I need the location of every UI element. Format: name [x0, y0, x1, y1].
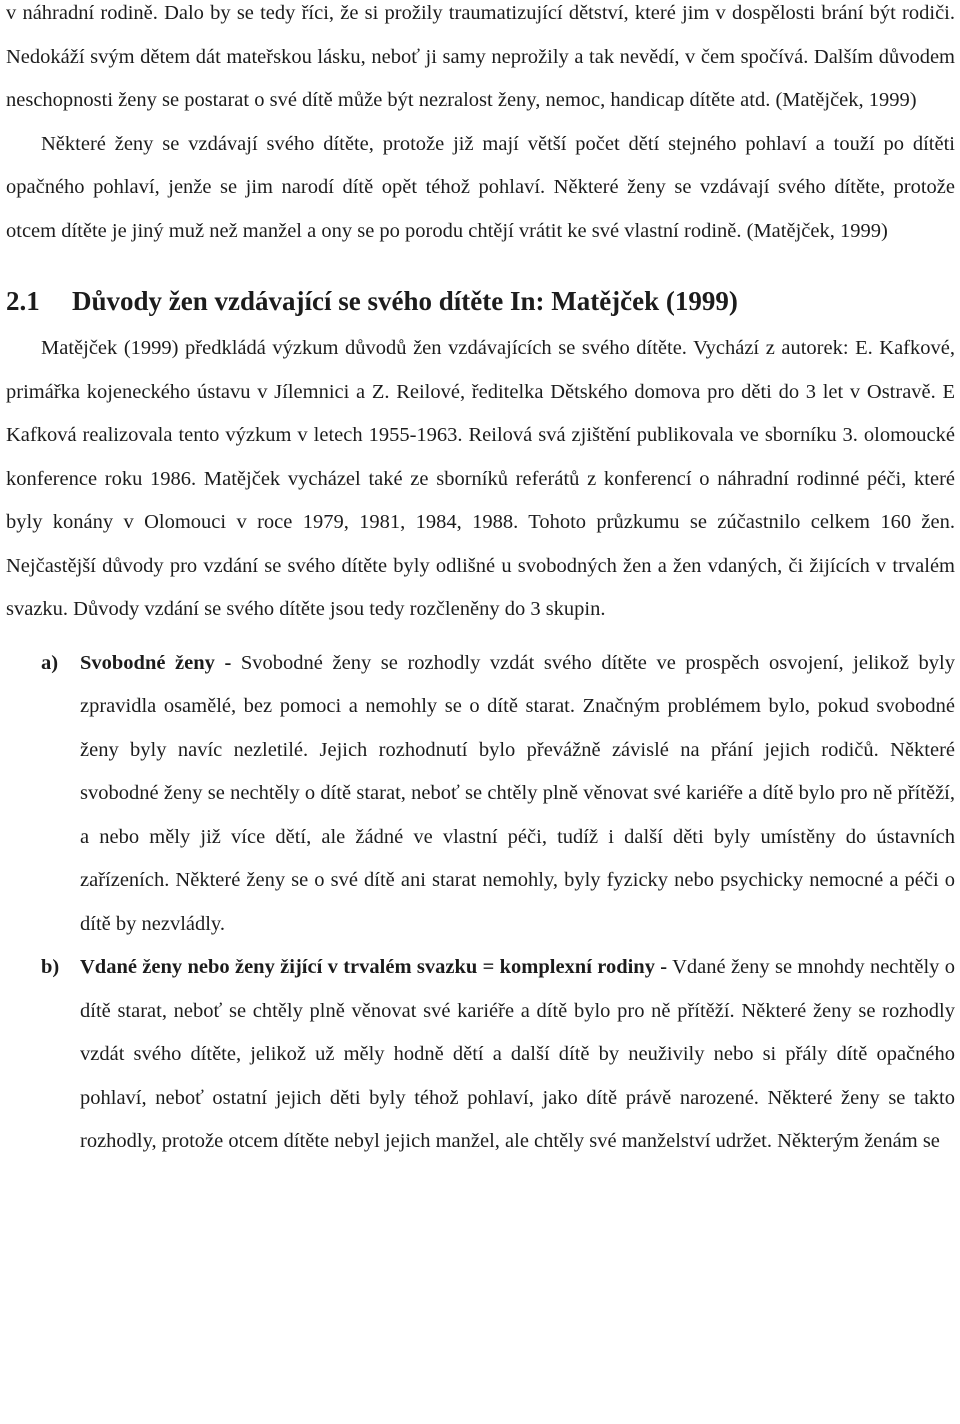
list-item	[6, 642, 955, 947]
paragraph-2: Některé ženy se vzdávají svého dítěte, protože již mají větší počet dětí stejného pohlaví a touží po dítěti opačného pohlaví, jenže se jim narodí dítě opět téhož pohlaví. Některé ženy se vzdávají svého dítěte, protože otcem dítěte je jiný muž než manžel a ony se po porodu chtějí vrátit ke své vlastní rodině. (Matějček, 1999)	[6, 132, 955, 242]
list-item	[6, 946, 955, 1164]
list-text: Svobodné ženy se rozhodly vzdát svého dítěte ve prospěch osvojení, jelikož byly zpravidla osamělé, bez pomoci a nemohly se o dítě starat. Značným problémem bylo, pokud svobodné ženy byly navíc nezletilé. Jejich rozhodnutí bylo převážně závislé na přání jejich rodičů. Některé svobodné ženy se nechtěly o dítě starat, neboť se chtěly plně věnovat své kariéře a dítě bylo pro ně přítěží, a nebo měly již více dětí, ale žádné ve vlastní péči, tudíž i další děti byly umístěny do ústavních zařízeních. Některé ženy se o své dítě ani starat nemohly, byly fyzicky nebo psychicky nemocné a péči o dítě by nezvládly.	[80, 651, 955, 935]
paragraph-1: v náhradní rodině. Dalo by se tedy říci, že si prožily traumatizující dětství, které jim v dospělosti brání být rodiči. Nedokáží svým dětem dát mateřskou lásku, neboť ji samy neprožily a tak nevědí, v čem spočívá. Dalším důvodem neschopnosti ženy se postarat o své dítě může být nezralost ženy, nemoc, handicap dítěte atd. (Matějček, 1999)	[6, 2, 955, 111]
list-term: Svobodné ženy -	[80, 651, 232, 674]
section-title: Důvody žen vzdávající se svého dítěte In: Matějček (1999)	[72, 286, 738, 316]
section-number: 2.1	[6, 286, 40, 316]
list-text: Vdané ženy se mnohdy nechtěly o dítě starat, neboť se chtěly plně věnovat své kariéře a dítě bylo pro ně přítěží. Některé ženy se rozhodly vzdát svého dítěte, jelikož už měly hodně dětí a další dítě by neuživily nebo si přály dítě opačného pohlaví, neboť ostatní jejich děti byly téhož pohlaví, jako dítě právě narozené. Některé ženy se takto rozhodly, protože otcem dítěte nebyl jejich manžel, ale chtěly své manželství udržet. Některým ženám se	[80, 956, 955, 1152]
list-marker: a)	[41, 651, 59, 674]
list-term: Vdané ženy nebo ženy žijící v trvalém svazku = komplexní rodiny -	[80, 956, 668, 978]
section-intro: Matějček (1999) předkládá výzkum důvodů žen vzdávajících se svého dítěte. Vychází z autorek: E. Kafkové, primářka kojeneckého ústavu v Jílemnici a Z. Reilové, ředitelka Dětského domova pro děti do 3 let v Ostravě. E Kafková realizovala tento výzkum v letech 1955-1963. Reilová svá zjištění publikovala ve sborníku 3. olomoucké konference roku 1986. Matějček vycházel také ze sborníků referátů z konferencí o náhradní rodinné péči, které byly konány v Olomouci v roce 1979, 1981, 1984, 1988. Tohoto průzkumu se zúčastnilo celkem 160 žen. Nejčastější důvody pro vzdání se svého dítěte byly odlišné u svobodných žen a žen vdaných, či žijících v trvalém svazku. Důvody vzdání se svého dítěte jsou tedy rozčleněny do 3 skupin.	[6, 337, 955, 620]
list-marker: b)	[41, 956, 60, 978]
section-heading	[6, 281, 955, 321]
reasons-list	[6, 642, 955, 1164]
